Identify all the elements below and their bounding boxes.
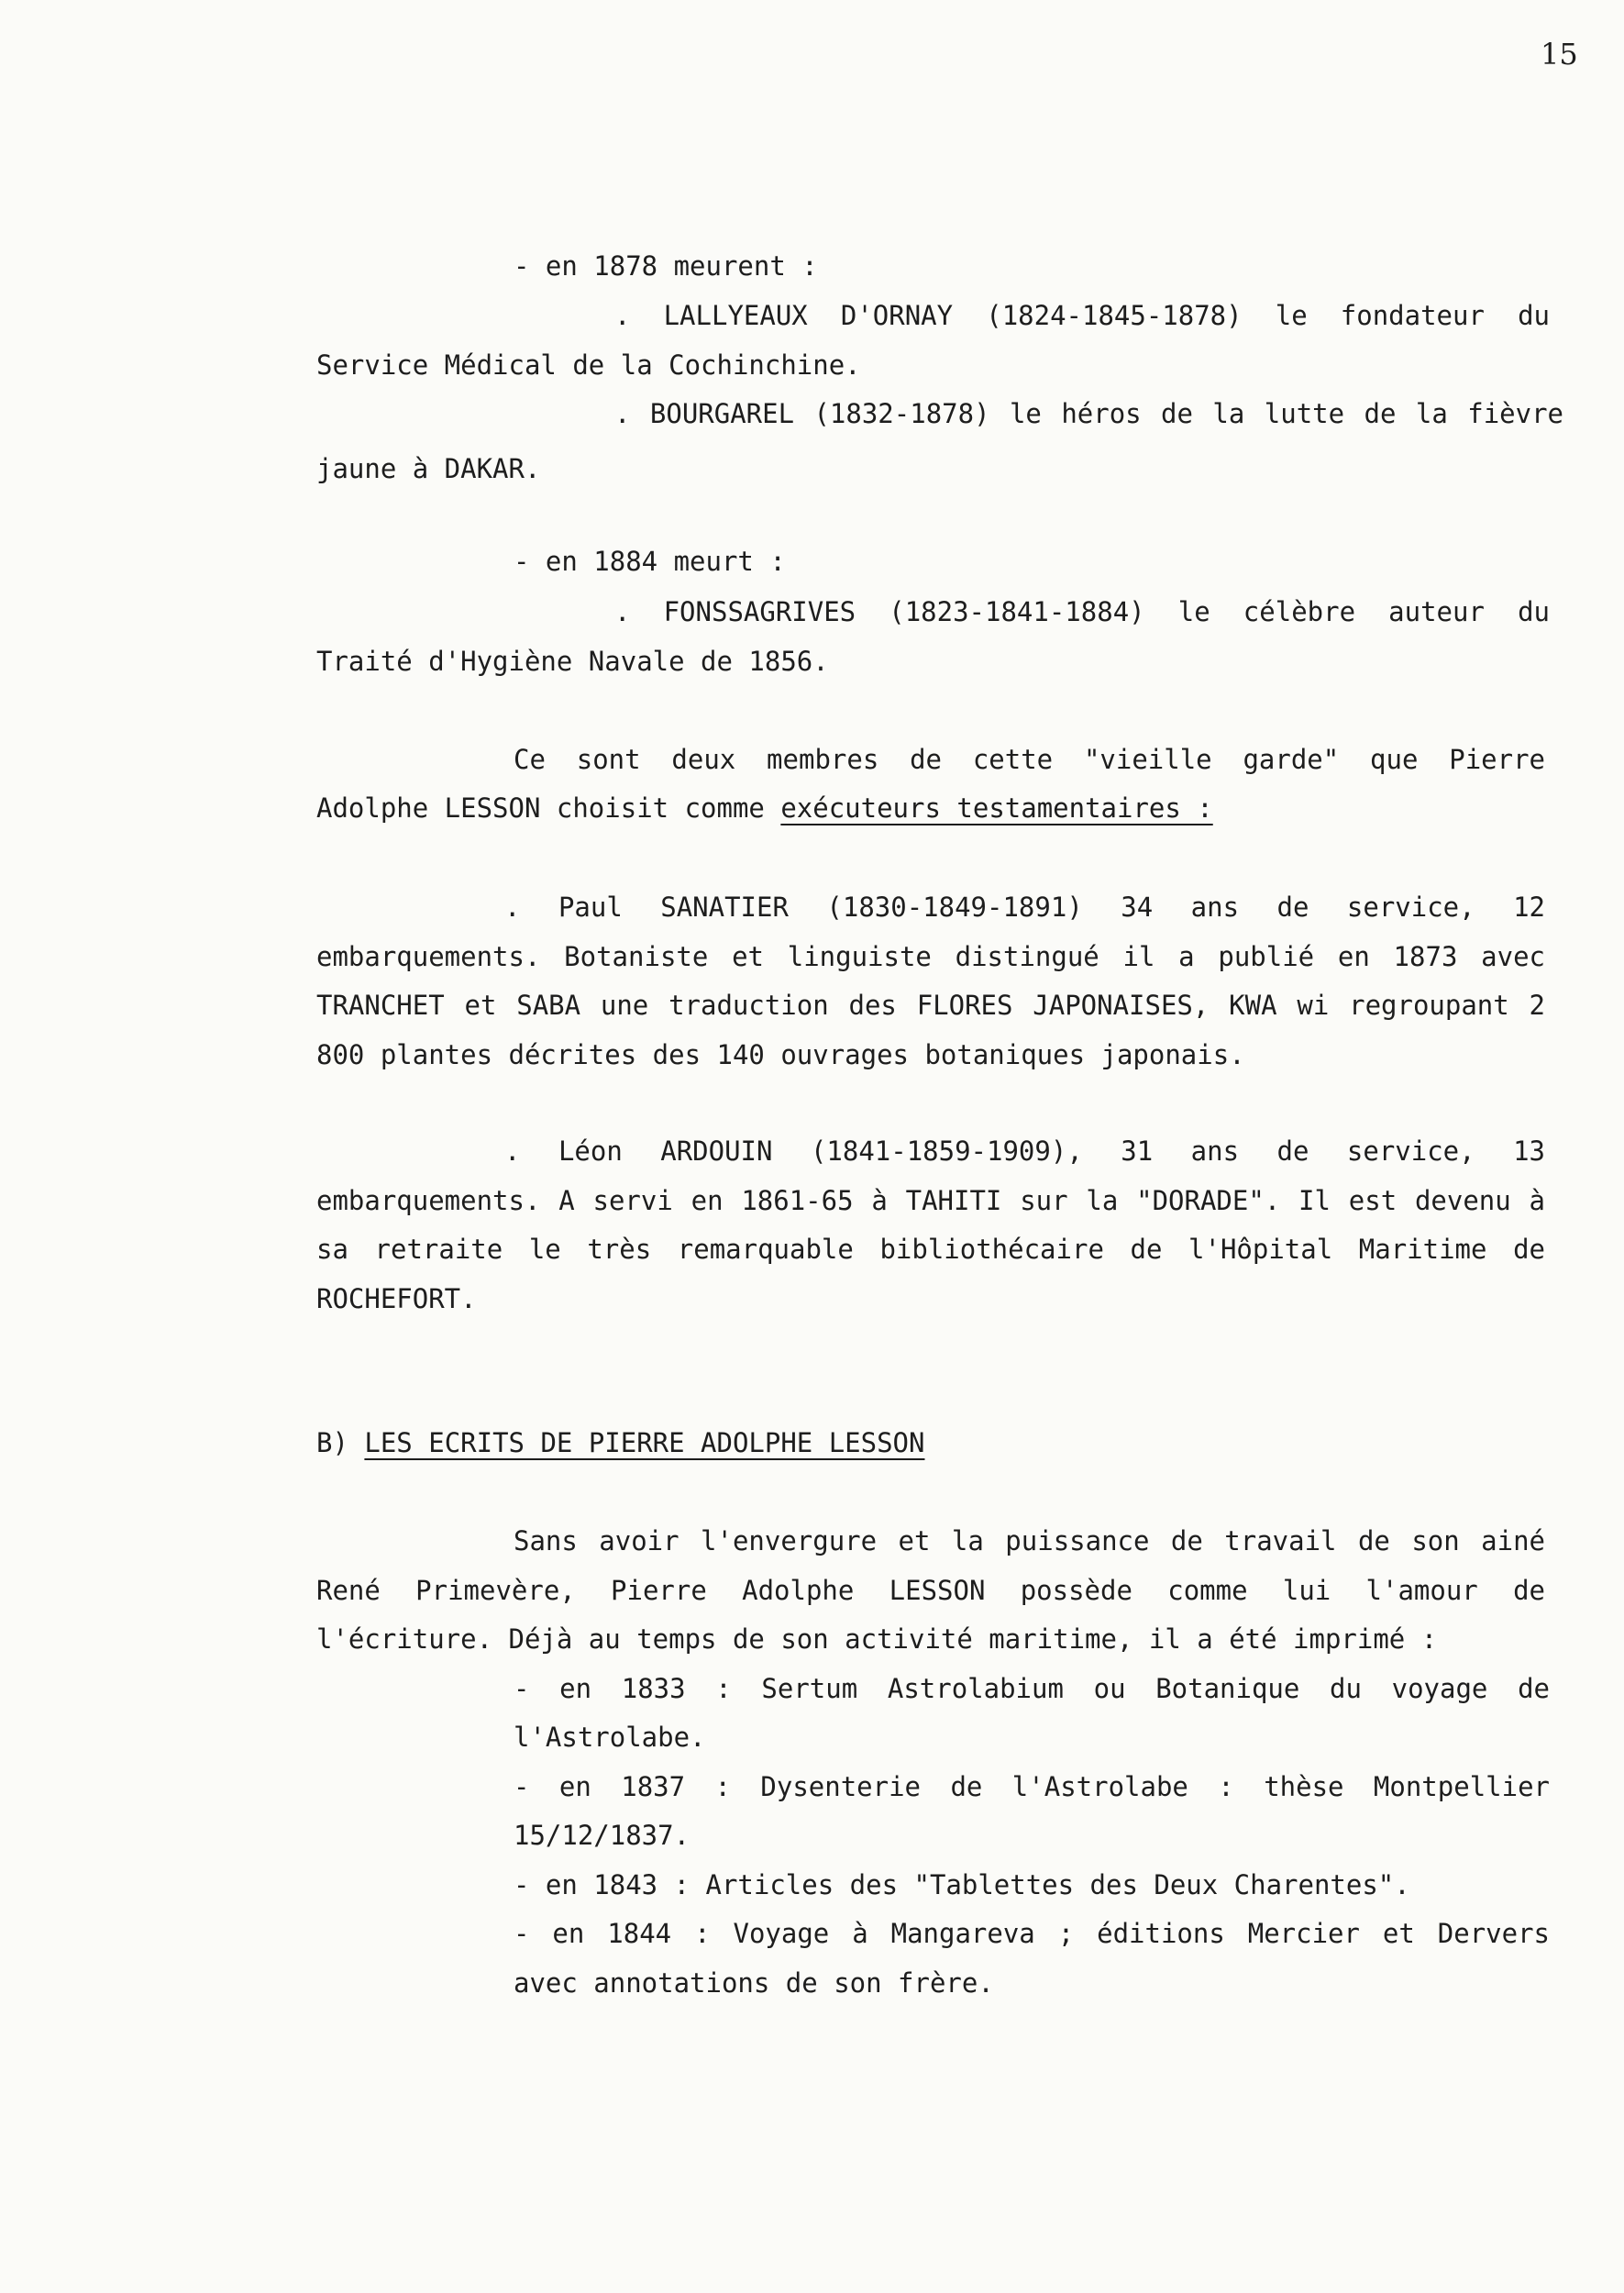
- bourgarel-line2: jaune à DAKAR.: [316, 453, 541, 484]
- deaths-1878-heading: - en 1878 meurent :: [514, 250, 818, 282]
- writings-intro-line2: René Primevère, Pierre Adolphe LESSON possède comme lui l'amour de: [316, 1575, 1545, 1606]
- ardouin-line2: embarquements. A servi en 1861-65 à TAHITI sur la "DORADE". Il est devenu à: [316, 1185, 1545, 1216]
- writing-1843-line1: - en 1843 : Articles des "Tablettes des Deux Charentes".: [514, 1869, 1410, 1900]
- fonssagrives-line2: Traité d'Hygiène Navale de 1856.: [316, 646, 829, 677]
- sanatier-line1: . Paul SANATIER (1830-1849-1891) 34 ans de service, 12: [504, 892, 1545, 923]
- sanatier-line3-a: TRANCHET et SABA une traduction des FLORES JAPONAISES,: [316, 990, 1210, 1021]
- sanatier-line3: [316, 989, 1545, 1022]
- sanatier-line3-c: regroupant 2: [1349, 990, 1545, 1021]
- ardouin-line1: . Léon ARDOUIN (1841-1859-1909), 31 ans de service, 13: [504, 1135, 1545, 1167]
- executors-intro-line2: [316, 792, 1545, 825]
- executors-intro-prefix: Adolphe LESSON choisit comme: [316, 792, 765, 824]
- executors-intro-line1: Ce sont deux membres de cette "vieille garde" que Pierre: [514, 744, 1545, 775]
- bourgarel-line1: . BOURGAREL (1832-1878) le héros de la lutte de la fièvre: [614, 398, 1563, 429]
- writing-1833-line1: - en 1833 : Sertum Astrolabium ou Botanique du voyage de: [514, 1673, 1550, 1704]
- deaths-1884-heading: - en 1884 meurt :: [514, 546, 786, 577]
- writing-1837-line1: - en 1837 : Dysenterie de l'Astrolabe : thèse Montpellier: [514, 1771, 1550, 1802]
- sanatier-line4: 800 plantes décrites des 140 ouvrages botaniques japonais.: [316, 1039, 1245, 1070]
- writing-1837-line2: 15/12/1837.: [514, 1820, 690, 1851]
- ardouin-line4: ROCHEFORT.: [316, 1283, 477, 1314]
- executors-heading-underlined: exécuteurs testamentaires :: [780, 792, 1213, 824]
- lallyeaux-line1: . LALLYEAUX D'ORNAY (1824-1845-1878) le fondateur du: [614, 300, 1550, 331]
- fonssagrives-line1: . FONSSAGRIVES (1823-1841-1884) le célèbre auteur du: [614, 596, 1550, 627]
- section-b-heading: [316, 1426, 924, 1459]
- writings-intro-line3: l'écriture. Déjà au temps de son activité maritime, il a été imprimé :: [316, 1623, 1438, 1655]
- page-number: 15: [1541, 37, 1578, 72]
- section-b-label: B): [316, 1427, 348, 1458]
- writing-1844-line2: avec annotations de son frère.: [514, 1967, 994, 1999]
- lallyeaux-line2: Service Médical de la Cochinchine.: [316, 349, 861, 381]
- ardouin-line3: sa retraite le très remarquable bibliothécaire de l'Hôpital Maritime de: [316, 1234, 1545, 1265]
- writing-1833-line2: l'Astrolabe.: [514, 1722, 706, 1753]
- section-b-title: LES ECRITS DE PIERRE ADOLPHE LESSON: [364, 1427, 925, 1458]
- writing-1844-line1: - en 1844 : Voyage à Mangareva ; éditions Mercier et Dervers: [514, 1918, 1550, 1949]
- sanatier-line2: embarquements. Botaniste et linguiste distingué il a publié en 1873 avec: [316, 941, 1545, 972]
- sanatier-line3-b: KWA wi: [1229, 990, 1330, 1021]
- writings-intro-line1: Sans avoir l'envergure et la puissance de travail de son ainé: [514, 1525, 1545, 1556]
